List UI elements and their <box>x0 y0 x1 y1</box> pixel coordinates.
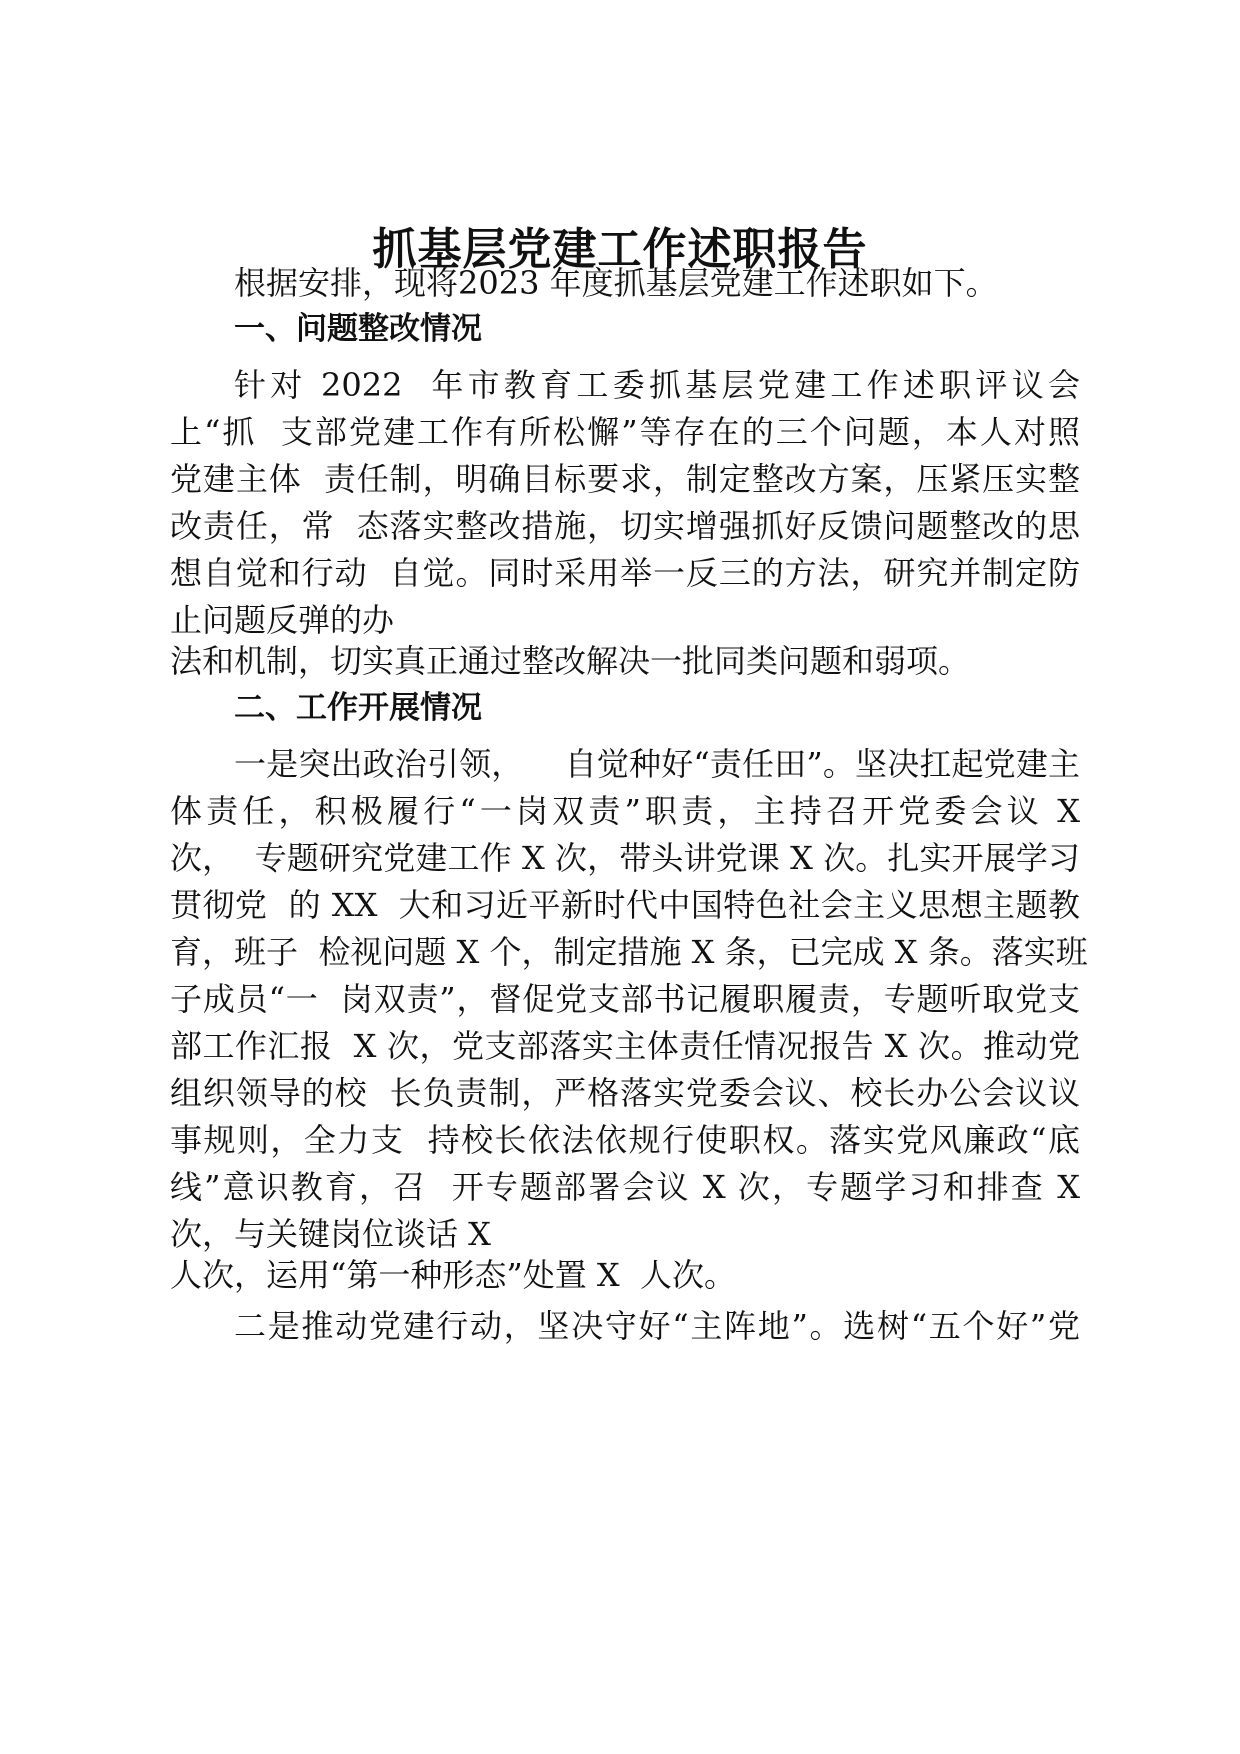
section-2-line: 育，班子 检视问题 X 个，制定措施 X 条，已完成 X 条。落实班 <box>170 933 1088 971</box>
section-1-line: 党建主体 责任制，明确目标要求，制定整改方案，压紧压实整 <box>170 460 1080 498</box>
section-2-line: 人次，运用“第一种形态”处置 X 人次。 <box>170 1256 737 1294</box>
section-2-line: 线”意识教育，召 开专题部署会议 X 次，专题学习和排查 X <box>170 1168 1080 1206</box>
document-title: 抓基层党建工作述职报告 <box>372 224 868 275</box>
section-2-line: 贯彻党 的 XX 大和习近平新时代中国特色社会主义思想主题教 <box>170 886 1080 924</box>
section-1-heading: 一、问题整改情况 <box>234 311 482 347</box>
section-1-line: 改责任，常 态落实整改措施，切实增强抓好反馈问题整改的思 <box>170 507 1080 545</box>
section-2-line: 一是突出政治引领， 自觉种好“责任田”。坚决扛起党建主 <box>234 745 1080 783</box>
section-1-line: 想自觉和行动 自觉。同时采用举一反三的方法，研究并制定防 <box>170 554 1080 592</box>
section-2-heading: 二、工作开展情况 <box>234 690 482 726</box>
section-2-line: 部工作汇报 X 次，党支部落实主体责任情况报告 X 次。推动党 <box>170 1027 1080 1065</box>
section-2-line: 次， 专题研究党建工作 X 次，带头讲党课 X 次。扎实开展学习 <box>170 839 1080 877</box>
intro-paragraph: 根据安排，现将2023 年度抓基层党建工作述职如下。 <box>234 264 998 302</box>
section-1-line: 针对 2022 年市教育工委抓基层党建工作述职评议会 <box>234 366 1080 404</box>
section-2-line: 事规则，全力支 持校长依法依规行使职权。落实党风廉政“底 <box>170 1121 1080 1159</box>
section-2-line: 次，与关键岗位谈话 X <box>170 1215 491 1253</box>
section-2-line: 体责任，积极履行“一岗双责”职责，主持召开党委会议 X <box>170 792 1080 830</box>
section-1-line: 止问题反弹的办 <box>170 601 395 639</box>
section-1-line: 上“抓 支部党建工作有所松懈”等存在的三个问题，本人对照 <box>170 413 1080 451</box>
section-1-line: 法和机制，切实真正通过整改解决一批同类问题和弱项。 <box>170 642 971 680</box>
section-2-line: 组织领导的校 长负责制，严格落实党委会议、校长办公会议议 <box>170 1074 1080 1112</box>
section-2-line: 二是推动党建行动，坚决守好“主阵地”。选树“五个好”党 <box>234 1307 1080 1345</box>
section-2-line: 子成员“一 岗双责”，督促党支部书记履职履责，专题听取党支 <box>170 980 1080 1018</box>
